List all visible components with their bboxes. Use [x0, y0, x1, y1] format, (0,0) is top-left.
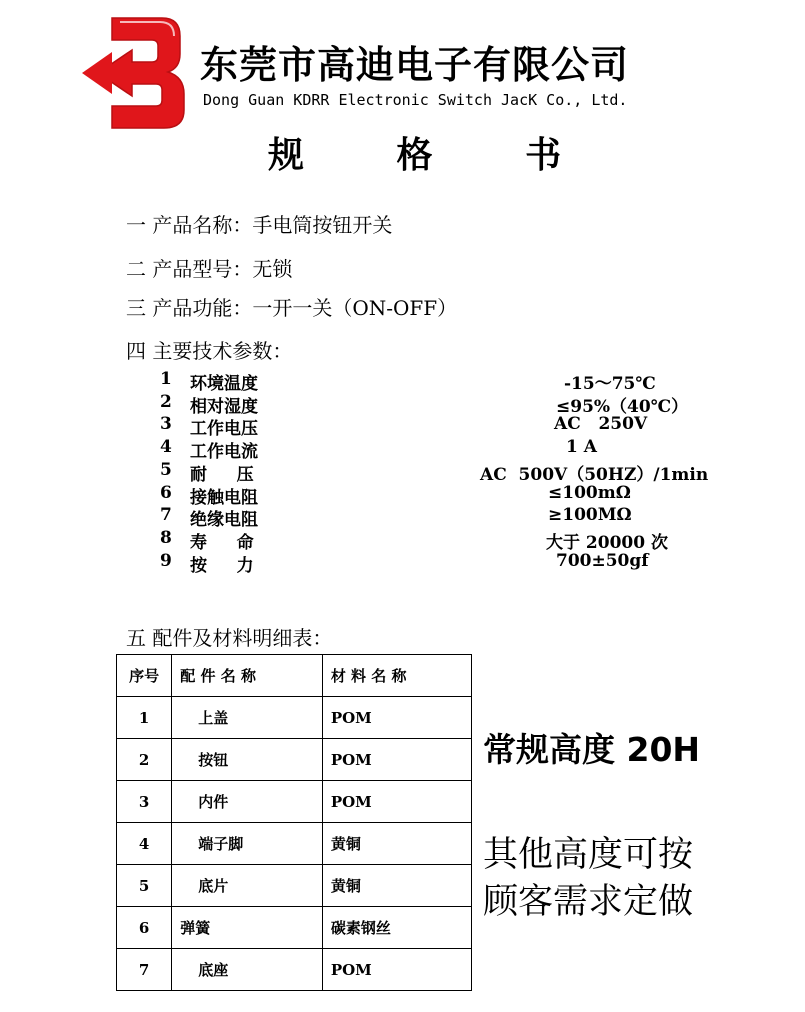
param-value: ≤100mΩ	[548, 483, 631, 503]
param-value: -15～75℃	[564, 374, 656, 394]
cell-material: POM	[322, 781, 471, 823]
param-name: 工作电压	[190, 419, 258, 439]
param-value: 700±50gf	[556, 551, 649, 571]
parts-table	[116, 654, 472, 991]
table-row	[117, 865, 472, 907]
cell-material: POM	[322, 949, 471, 991]
header-cell-no: 序号	[117, 655, 172, 697]
param-number: 5	[160, 460, 172, 480]
param-number: 7	[160, 505, 172, 525]
cell-no: 3	[117, 781, 172, 823]
header-cell-material: 材 料 名 称	[322, 655, 471, 697]
product-name-line: 一 产品名称：手电筒按钮开关	[126, 213, 393, 237]
custom-height-note-line2: 顾客需求定做	[483, 882, 694, 922]
table-row	[117, 781, 472, 823]
cell-part: 按钮	[198, 751, 229, 769]
table-header-row	[117, 655, 472, 697]
param-row	[160, 483, 720, 508]
table-row	[117, 739, 472, 781]
param-name: 绝缘电阻	[190, 510, 258, 530]
cell-no: 7	[117, 949, 172, 991]
param-value: ≤95%（40℃）	[556, 397, 689, 417]
cell-material: 黄铜	[322, 865, 471, 907]
header-cell-part: 配 件 名 称	[172, 655, 323, 697]
cell-part: 底座	[198, 961, 229, 979]
cell-part: 弹簧	[180, 919, 211, 937]
product-function-line: 三 产品功能：一开一关（ON-OFF）	[126, 296, 458, 320]
company-logo-icon	[76, 14, 188, 132]
param-name: 环境温度	[190, 374, 258, 394]
cell-part: 内件	[198, 793, 229, 811]
cell-no: 4	[117, 823, 172, 865]
param-row	[160, 437, 720, 462]
param-row	[160, 414, 720, 439]
custom-height-note-line1: 其他高度可按	[483, 835, 694, 875]
param-name: 工作电流	[190, 442, 258, 462]
param-value: 1 A	[566, 437, 597, 457]
param-row	[160, 460, 720, 485]
param-row	[160, 392, 720, 417]
cell-material: POM	[322, 697, 471, 739]
param-row	[160, 528, 720, 553]
cell-no: 5	[117, 865, 172, 907]
cell-part: 底片	[198, 877, 229, 895]
param-row	[160, 505, 720, 530]
param-number: 9	[160, 551, 172, 571]
param-number: 2	[160, 392, 172, 412]
param-value: ≥100MΩ	[548, 505, 632, 525]
param-name: 寿 命	[190, 533, 254, 553]
param-name: 耐 压	[190, 465, 254, 485]
cell-material: POM	[322, 739, 471, 781]
param-name: 接触电阻	[190, 488, 258, 508]
param-number: 6	[160, 483, 172, 503]
cell-part: 上盖	[198, 709, 229, 727]
table-row	[117, 949, 472, 991]
param-row	[160, 369, 720, 394]
product-model-line: 二 产品型号：无锁	[126, 257, 293, 281]
parts-heading: 五 配件及材料明细表：	[126, 626, 333, 650]
param-number: 1	[160, 369, 172, 389]
company-name-en: Dong Guan KDRR Electronic Switch JacK Co., Ltd.	[203, 91, 628, 109]
param-number: 4	[160, 437, 172, 457]
param-name: 按 力	[190, 556, 254, 576]
params-heading: 四 主要技术参数：	[126, 339, 293, 363]
param-value: AC 500V（50HZ）/1min	[480, 465, 709, 485]
param-value: AC 250V	[554, 414, 648, 434]
cell-material: 黄铜	[322, 823, 471, 865]
param-value: 大于 20000 次	[546, 533, 668, 553]
param-name: 相对湿度	[190, 397, 258, 417]
cell-material: 碳素钢丝	[322, 907, 471, 949]
cell-no: 6	[117, 907, 172, 949]
company-name-cn: 东莞市高迪电子有限公司	[200, 43, 630, 87]
table-row	[117, 907, 472, 949]
height-note: 常规高度 20H	[483, 730, 701, 769]
cell-no: 2	[117, 739, 172, 781]
param-row	[160, 551, 720, 576]
cell-no: 1	[117, 697, 172, 739]
document-title: 规 格 书	[268, 135, 602, 176]
param-number: 8	[160, 528, 172, 548]
table-row	[117, 697, 472, 739]
cell-part: 端子脚	[198, 835, 244, 853]
param-number: 3	[160, 414, 172, 434]
table-row	[117, 823, 472, 865]
